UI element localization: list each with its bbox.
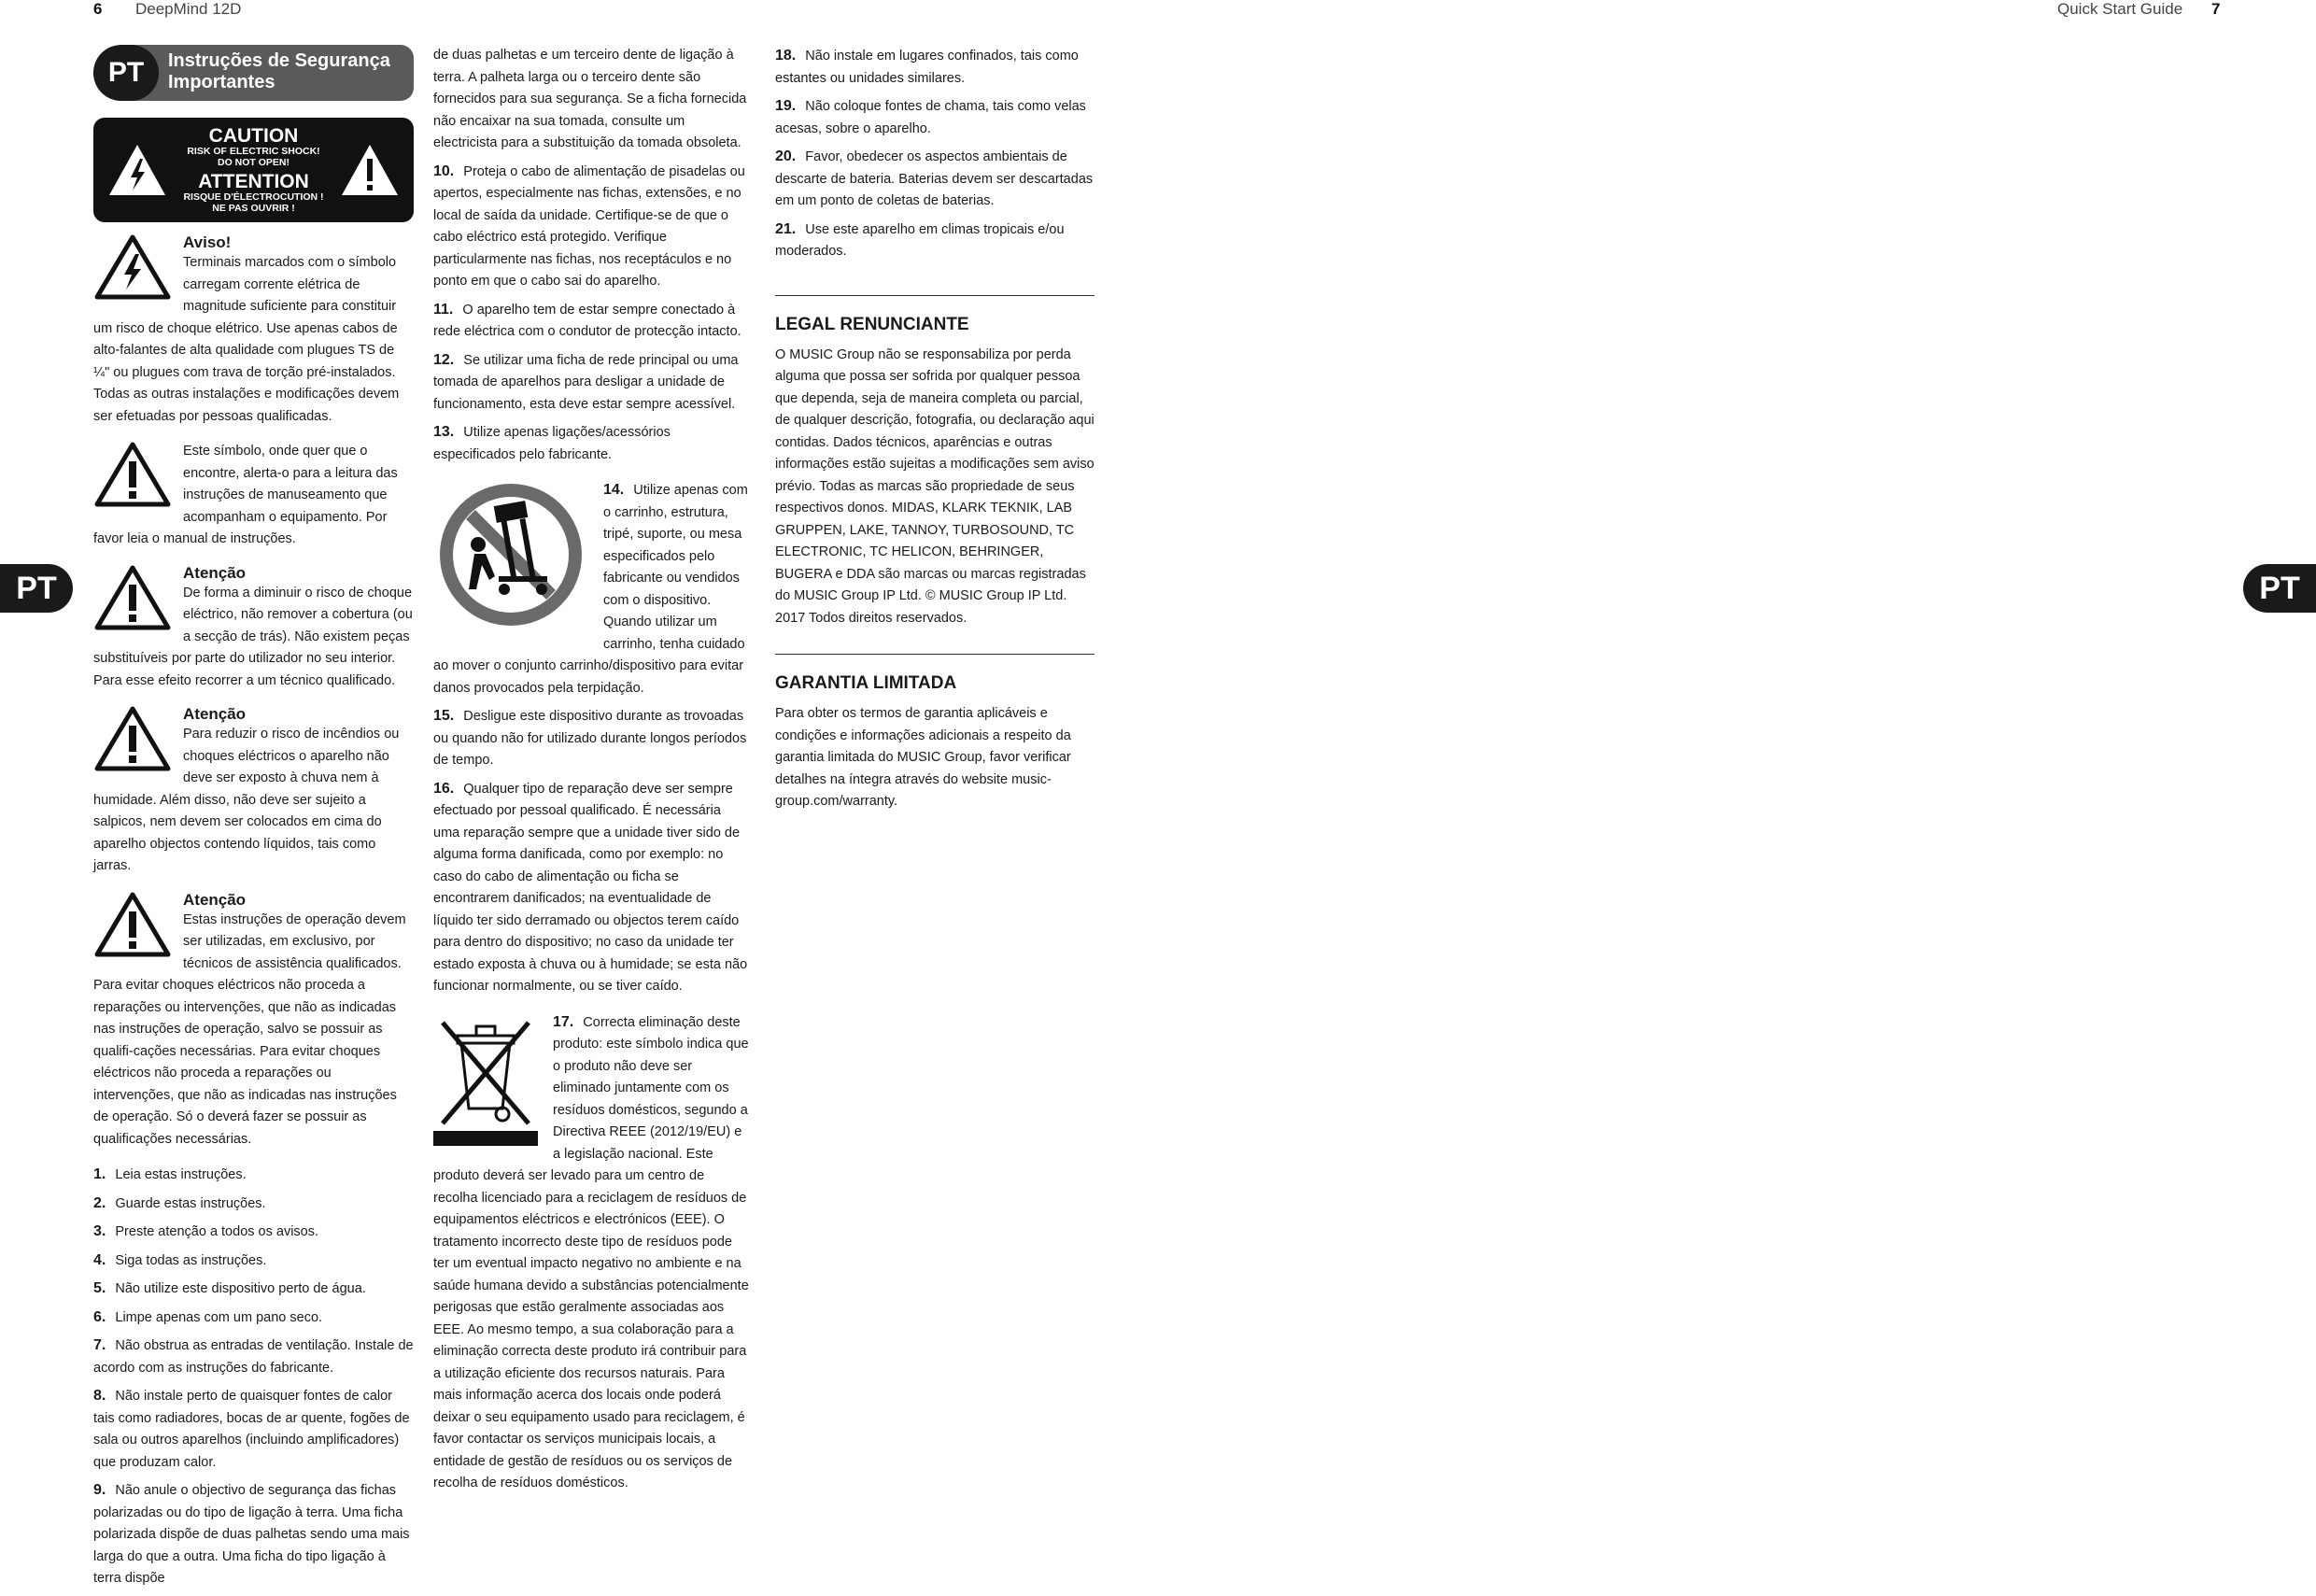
warning-block: Atenção Para reduzir o risco de incêndios ou choques eléctricos o aparelho não deve ser exposto à chuva nem à humidade. Além disso, não deve ser sujeito a salpicos, nem devem ser colocados em cima do aparelho objectos contendo líquidos, tais como jarras.	[93, 705, 400, 873]
language-badge: PT	[93, 45, 159, 101]
list-item: 17. Correcta eliminação deste produto: este símbolo indica que o produto não deve ser eliminado juntamente com os resíduos domésticos, segundo a Directiva REEE (2012/19/EU) e a legislação nacional. Este produto deverá ser levado para um centro de recolha licenciado para a reciclagem de resíduos de equipamentos eléctricos e electrónicos (EEE). O tratamento incorrecto deste tipo de resíduos pode ter um eventual impacto negativo no ambiente e na saúde humana devido a substâncias potencialmente perigosas que estão geralmente associadas aos EEE. Ao mesmo tempo, a sua colaboração para a eliminação correcta deste produto irá contribuir para a utilização eficiente dos recursos naturais. Para mais informação acerca dos locais onde poderá deixar o seu equipamento usado para reciclagem, é favor contactar os serviços municipais locais, a entidade de gestão de resíduos ou os serviços de recolha de resíduos domésticos.	[433, 1011, 751, 1495]
list-item: 16. Qualquer tipo de reparação deve ser sempre efectuado por pessoal qualificado. É necessária uma reparação sempre que a unidade tiver sido de alguma forma danificada, como por exemplo: no caso do cabo de alimentação ou ficha se encontrarem danificados; na eventualidade de líquido ter sido derramado ou objectos terem caído para dentro do dispositivo; no caso da unidade ter estado exposta à chuva ou à humidade; se esta não funcionar normalmente, ou se tiver caído.	[433, 780, 748, 994]
warning-block: Atenção Estas instruções de operação devem ser utilizadas, em exclusivo, por técnicos de assistência qualificados. Para evitar choques eléctricos não proceda a reparações ou intervenções, que não as indicadas nas instruções de operação, salvo se possuir as qualifi-cações necessárias. Para evitar choques eléctricos não proceda a reparações ou intervenções, que não as indicadas nas instruções de operação. Só o deverá fazer se possuir as qualificações necessárias.	[93, 890, 406, 1147]
warranty-text: Para obter os termos de garantia aplicáveis e condições e informações adicionais a respeito da garantia limitada do MUSIC Group, favor verificar detalhes na íntegra através do website music-group.com/warranty.	[775, 706, 1071, 809]
section-divider	[775, 295, 1094, 296]
list-item: 19. Não coloque fontes de chama, tais como velas acesas, sobre o aparelho.	[775, 98, 1086, 136]
caution-box	[93, 118, 414, 222]
legal-heading: LEGAL RENUNCIANTE	[775, 314, 969, 334]
exclamation-warning-icon	[93, 441, 172, 508]
list-item: 1. Leia estas instruções.	[93, 1166, 247, 1182]
list-item: 11. O aparelho tem de estar sempre conectado à rede eléctrica com o condutor de protecção intacto.	[433, 301, 741, 339]
instruction-list	[93, 1164, 414, 1590]
cart-tipover-warning-icon	[433, 479, 588, 630]
list-item: 4. Siga todas as instruções.	[93, 1251, 267, 1268]
warning-block: Atenção De forma a diminuir o risco de choque eléctrico, não remover a cobertura (ou a secção de trás). Não existem peças substituíveis por parte do utilizador no seu interior. Para esse efeito recorrer a um técnico qualificado.	[93, 563, 413, 688]
list-item: 2. Guarde estas instruções.	[93, 1194, 266, 1211]
list-item: 9. Não anule o objectivo de segurança das fichas polarizadas ou do tipo de ligação à terra. Uma ficha polarizada dispõe de duas palhetas sendo uma mais larga do que a outra. Uma ficha do tipo ligação à terra dispõe	[93, 1482, 410, 1586]
list-item: 3. Preste atenção a todos os avisos.	[93, 1223, 319, 1239]
list-item: 8. Não instale perto de quaisquer fontes de calor tais como radiadores, bocas de ar quente, fogões de sala ou outros aparelhos (incluindo amplificadores) que produzam calor.	[93, 1388, 410, 1470]
list-item: 10. Proteja o cabo de alimentação de pisadelas ou apertos, especialmente nas fichas, extensões, e no local de saída da unidade. Certifique-se de que o cabo eléctrico está protegido. Verifique particularmente nas fichas, nos receptáculos e no ponto em que o cabo sai do aparelho.	[433, 162, 745, 289]
language-tab-right: PT	[2243, 564, 2316, 613]
list-item: 14. Utilize apenas com o carrinho, estrutura, tripé, suporte, ou mesa especificados pelo fabricante ou vendidos com o dispositivo. Quando utilizar um carrinho, tenha cuidado ao mover o conjunto carrinho/dispositivo para evitar danos provocados pela terpidação.	[433, 479, 751, 699]
list-item: 7. Não obstrua as entradas de ventilação. Instale de acordo com as instruções do fabricante.	[93, 1337, 414, 1376]
warning-block: Aviso! Terminais marcados com o símbolo carregam corrente elétrica de magnitude suficiente para constituir um risco de choque elétrico. Use apenas cabos de alto-falantes de alta qualidade com plugues TS de ¼" ou plugues com trava de torção pré-instalados. Todas as outras instalações e modificações devem ser efetuadas por pessoas qualificadas.	[93, 233, 400, 424]
list-item: 5. Não utilize este dispositivo perto de água.	[93, 1280, 366, 1296]
list-item: 6. Limpe apenas com um pano seco.	[93, 1308, 323, 1325]
lightning-warning-icon	[106, 142, 168, 198]
list-item: 15. Desligue este dispositivo durante as trovoadas ou quando não for utilizado durante longos períodos de tempo.	[433, 708, 747, 768]
exclamation-warning-icon	[339, 142, 401, 198]
weee-bin-icon	[433, 1011, 538, 1148]
left-page-number: 6	[93, 0, 103, 18]
exclamation-warning-icon	[93, 891, 172, 958]
language-tab-left: PT	[0, 564, 73, 613]
column-middle	[433, 45, 751, 1501]
warranty-heading: GARANTIA LIMITADA	[775, 673, 957, 693]
warning-block: Este símbolo, onde quer que o encontre, alerta-o para a leitura das instruções de manuseamento que acompanham o equipamento. Por favor leia o manual de instruções.	[93, 441, 414, 551]
legal-text: O MUSIC Group não se responsabiliza por perda alguma que possa ser sofrida por qualquer pessoa que dependa, seja de maneira completa ou parcial, de qualquer descrição, fotografia, ou declaração aqui contidas. Dados técnicos, aparências e outras informações estão sujeitas a modificações sem aviso prévio. Todas as marcas são propriedade de seus respectivos donos. MIDAS, KLARK TEKNIK, LAB GRUPPEN, LAKE, TANNOY, TURBOSOUND, TC ELECTRONIC, TC HELICON, BEHRINGER, BUGERA e DDA são marcas ou marcas registradas do MUSIC Group IP Ltd. © MUSIC Group IP Ltd. 2017 Todos direitos reservados.	[775, 346, 1094, 626]
right-page-number: 7	[2211, 0, 2221, 18]
section-title-badge	[93, 45, 414, 101]
column-right	[775, 45, 1094, 813]
list-item: 20. Favor, obedecer os aspectos ambientais de descarte de bateria. Baterias devem ser descartadas em um ponto de coletas de baterias.	[775, 148, 1094, 208]
list-item: 21. Use este aparelho em climas tropicais e/ou moderados.	[775, 220, 1065, 259]
right-guide-title: Quick Start Guide	[2057, 0, 2183, 18]
list-item: 13. Utilize apenas ligações/acessórios especificados pelo fabricante.	[433, 424, 671, 462]
list-item-continuation: de duas palhetas e um terceiro dente de ligação à terra. A palheta larga ou o terceiro dente são fornecidos para sua segurança. Se a ficha fornecida não encaixar na sua tomada, consulte um electricista para a substituição da tomada obsoleta.	[433, 48, 747, 150]
exclamation-warning-icon	[93, 564, 172, 631]
column-left	[93, 45, 414, 1596]
exclamation-warning-icon	[93, 705, 172, 772]
list-item: 18. Não instale em lugares confinados, tais como estantes ou unidades similares.	[775, 48, 1079, 86]
section-divider	[775, 654, 1094, 655]
lightning-warning-icon	[93, 233, 172, 301]
section-title: Instruções de Segurança Importantes	[168, 50, 390, 92]
left-product-name: DeepMind 12D	[135, 0, 242, 18]
caution-text: CAUTION RISK OF ELECTRIC SHOCK! DO NOT OPEN! ATTENTION RISQUE D'ÉLECTROCUTION ! NE PAS OUVRIR !	[183, 125, 324, 214]
list-item: 12. Se utilizar uma ficha de rede principal ou uma tomada de aparelhos para desligar a unidade de funcionamento, esta deve estar sempre acessível.	[433, 351, 739, 412]
